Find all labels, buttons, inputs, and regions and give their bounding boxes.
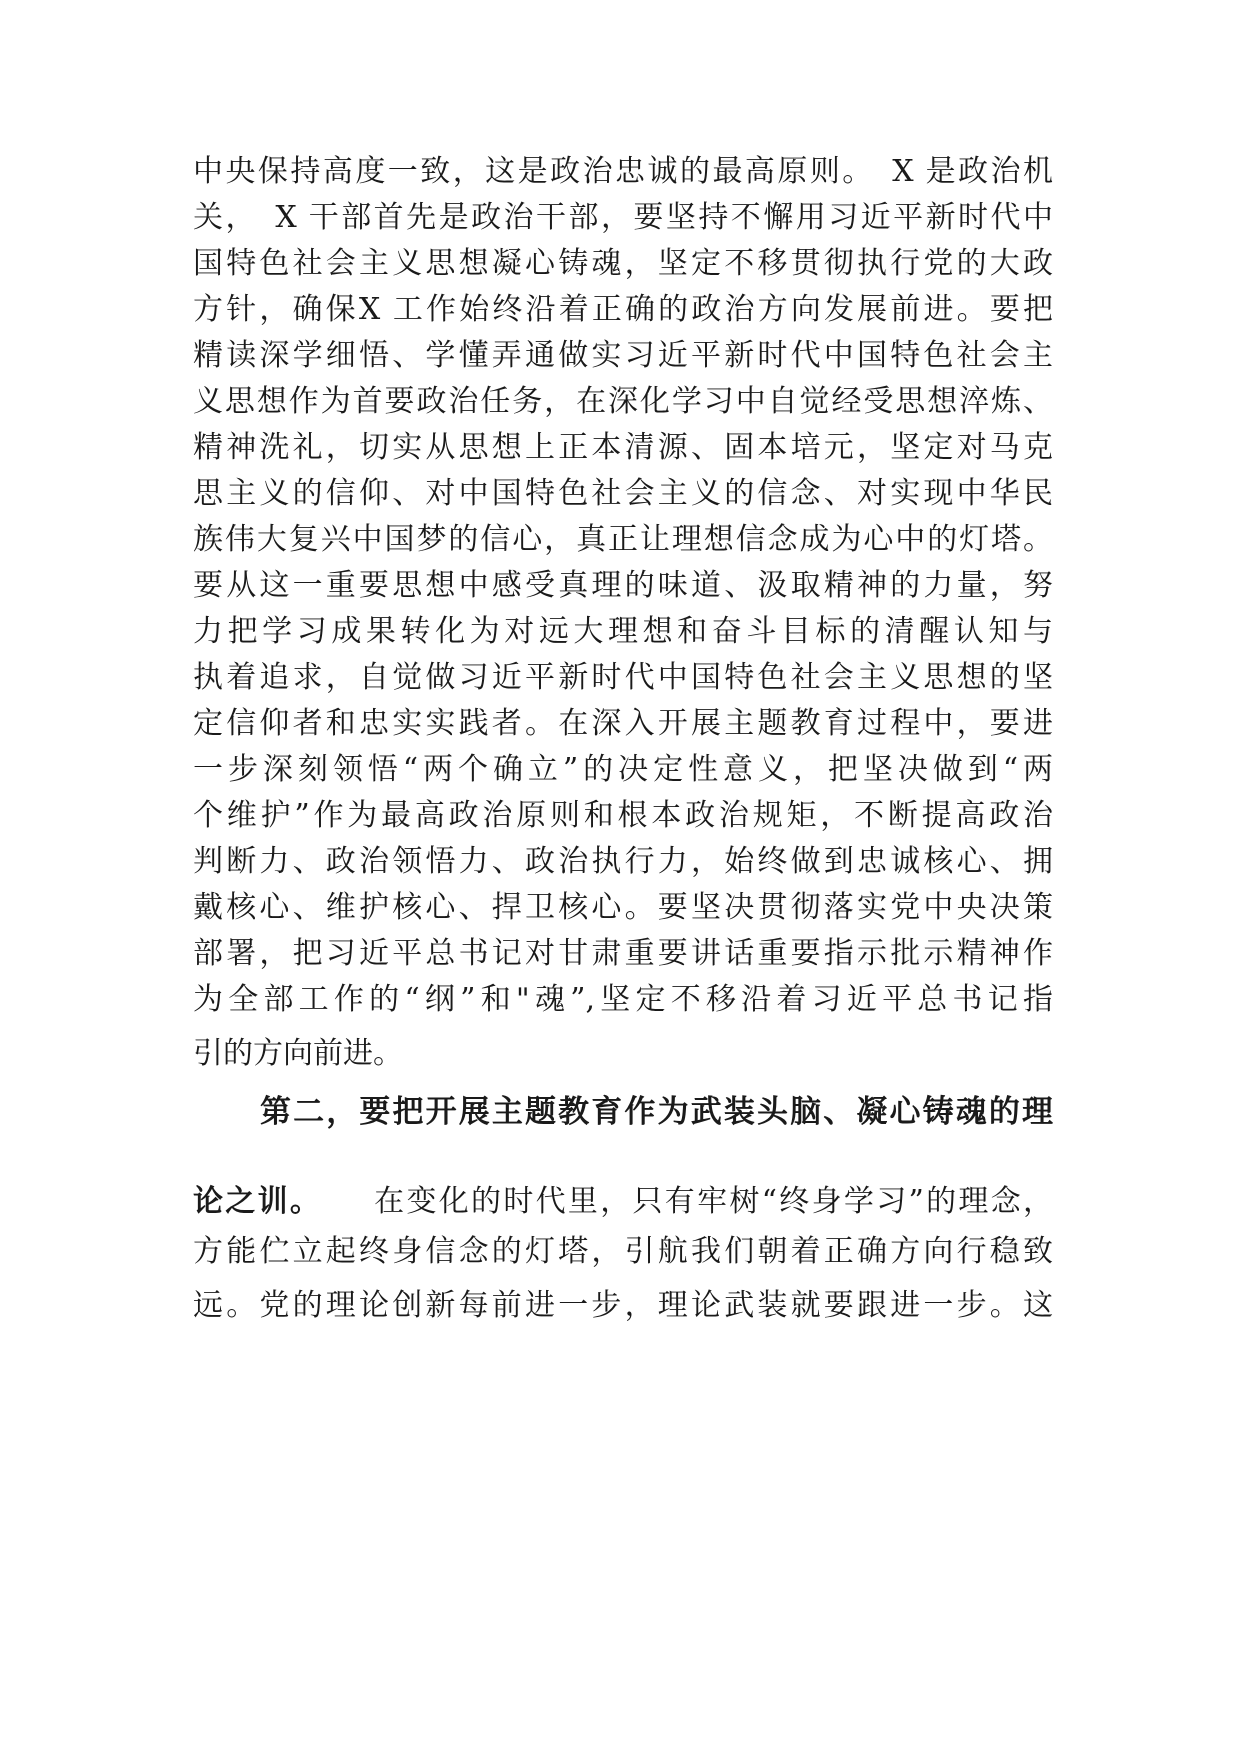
- body-text-line: 戴核心、维护核心、捍卫核心。要坚决贯彻落实党中央决策: [193, 890, 1053, 925]
- body-text-line: 力把学习成果转化为对远大理想和奋斗目标的清醒认知与: [193, 614, 1053, 649]
- body-text-line: 远。党的理论创新每前进一步，理论武装就要跟进一步。这: [193, 1288, 1053, 1323]
- body-text-segment: 在变化的时代里，只有牢树“终身学习”的理念，: [374, 1184, 1053, 1219]
- body-text-line: 族伟大复兴中国梦的信心，真正让理想信念成为心中的灯塔。: [193, 522, 1053, 557]
- body-text-line: 个维护”作为最高政治原则和根本政治规矩，不断提高政治: [193, 798, 1053, 833]
- body-text-line: 方针，确保X 工作始终沿着正确的政治方向发展前进。要把: [193, 292, 1053, 327]
- body-text-line: 精神洗礼，切实从思想上正本清源、固本培元，坚定对马克: [193, 430, 1053, 465]
- heading-continuation-line: [193, 1182, 1053, 1222]
- body-text-line: 关， X 干部首先是政治干部，要坚持不懈用习近平新时代中: [193, 200, 1053, 235]
- body-text-line: 判断力、政治领悟力、政治执行力，始终做到忠诚核心、拥: [193, 844, 1053, 879]
- body-text-line: 要从这一重要思想中感受真理的味道、汲取精神的力量，努: [193, 568, 1053, 603]
- body-text-line: 方能伫立起终身信念的灯塔，引航我们朝着正确方向行稳致: [193, 1234, 1053, 1269]
- body-text-line: 一步深刻领悟“两个确立”的决定性意义，把坚决做到“两: [193, 752, 1053, 787]
- section-heading: 第二，要把开展主题教育作为武装头脑、凝心铸魂的理: [260, 1094, 1053, 1130]
- body-text-line: 精读深学细悟、学懂弄通做实习近平新时代中国特色社会主: [193, 338, 1053, 373]
- body-text-line: 为全部工作的“纲”和"魂”,坚定不移沿着习近平总书记指: [193, 982, 1053, 1017]
- body-text-line: 义思想作为首要政治任务，在深化学习中自觉经受思想淬炼、: [193, 384, 1053, 419]
- section-heading-end: 论之训。: [193, 1184, 323, 1219]
- body-text-line: 部署，把习近平总书记对甘肃重要讲话重要指示批示精神作: [193, 936, 1053, 971]
- body-text-line: 中央保持高度一致，这是政治忠诚的最高原则。 X 是政治机: [193, 154, 1053, 189]
- body-text-line: 思主义的信仰、对中国特色社会主义的信念、对实现中华民: [193, 476, 1053, 511]
- body-text-line: 执着追求，自觉做习近平新时代中国特色社会主义思想的坚: [193, 660, 1053, 695]
- body-text-line: 引的方向前进。: [193, 1036, 403, 1071]
- body-text-line: 国特色社会主义思想凝心铸魂，坚定不移贯彻执行党的大政: [193, 246, 1053, 281]
- body-text-line: 定信仰者和忠实实践者。在深入开展主题教育过程中，要进: [193, 706, 1053, 741]
